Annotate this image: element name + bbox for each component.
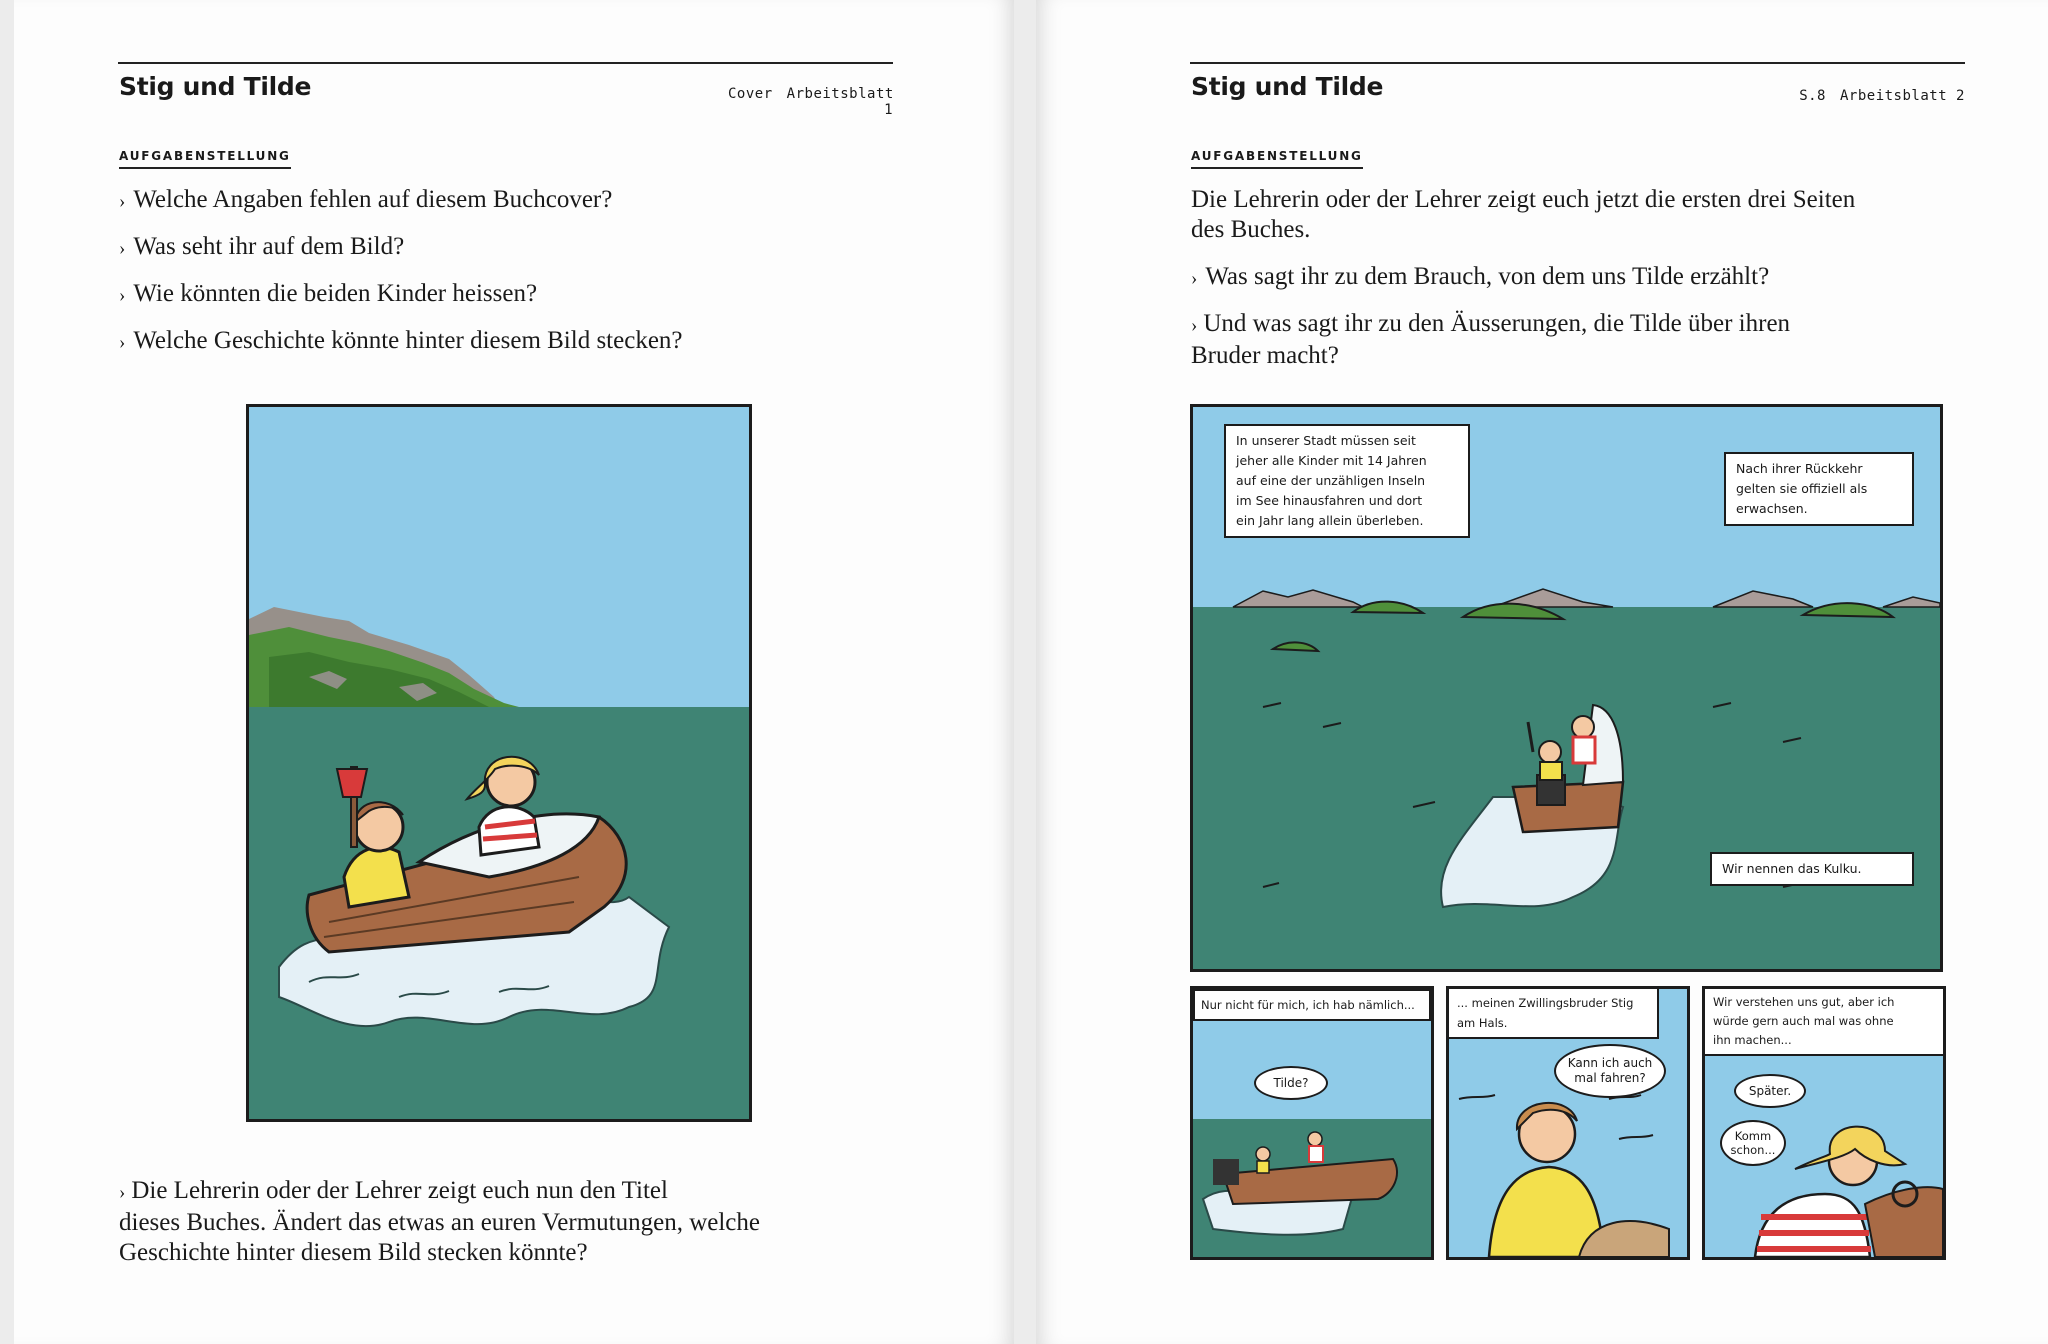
caption-kulku: Wir nennen das Kulku. xyxy=(1710,852,1914,886)
meta-page: S.8 xyxy=(1799,88,1826,104)
header-rule xyxy=(1190,62,1965,64)
panel3-bubble: Kann ich auch mal fahren? xyxy=(1554,1044,1666,1098)
book-cover-illustration xyxy=(246,404,752,1122)
right-page xyxy=(1036,0,2048,1344)
caption-tradition: In unserer Stadt müssen seit jeher alle Kinder mit 14 Jahren auf eine der unzähligen Inseln im See hinausfahren und dort ein Jahr lang allein überleben. xyxy=(1224,424,1470,538)
left-page xyxy=(14,0,1014,1344)
panel3-caption: ... meinen Zwillingsbruder Stig am Hals. xyxy=(1449,989,1659,1039)
panel4-bubble-later: Später. xyxy=(1734,1074,1806,1108)
page-title: Stig und Tilde xyxy=(1191,72,1384,101)
meta-sheet: Arbeitsblatt 1 xyxy=(786,86,894,118)
question-4: › Welche Geschichte könnte hinter diesem Bild stecken? xyxy=(119,327,683,354)
page-meta xyxy=(1776,88,1965,104)
section-label: AUFGABENSTELLUNG xyxy=(1191,149,1363,169)
intro-text: Die Lehrerin oder der Lehrer zeigt euch jetzt die ersten drei Seiten des Buches. xyxy=(1191,186,1856,243)
header-rule xyxy=(118,62,893,64)
question-3: › Wie könnten die beiden Kinder heissen? xyxy=(119,280,538,307)
caption-return: Nach ihrer Rückkehr gelten sie offiziell als erwachsen. xyxy=(1724,452,1914,526)
comic-panel-2 xyxy=(1190,986,1434,1260)
panel2-bubble: Tilde? xyxy=(1254,1066,1328,1100)
bottom-question: › Die Lehrerin oder der Lehrer zeigt euch nun den Titel dieses Buches. Ändert das etwas an euren Vermutungen, welche Geschichte hinter diesem Bild stecken könnte? xyxy=(119,1177,761,1266)
question-2: › Was seht ihr auf dem Bild? xyxy=(119,233,405,260)
question-1: › Was sagt ihr zu dem Brauch, von dem uns Tilde erzählt? xyxy=(1191,263,1770,290)
panel2-caption: Nur nicht für mich, ich hab nämlich... xyxy=(1193,989,1431,1021)
page-meta xyxy=(714,86,893,118)
panel4-caption: Wir verstehen uns gut, aber ich würde gern auch mal was ohne ihn machen... xyxy=(1705,989,1943,1056)
panel4-bubble-come-on: Komm schon... xyxy=(1720,1120,1786,1166)
meta-sheet: Arbeitsblatt 2 xyxy=(1839,88,1965,104)
page-title: Stig und Tilde xyxy=(119,72,312,101)
question-1: › Welche Angaben fehlen auf diesem Buchcover? xyxy=(119,186,613,213)
section-label: AUFGABENSTELLUNG xyxy=(119,149,291,169)
meta-cover: Cover xyxy=(728,86,773,102)
question-2: › Und was sagt ihr zu den Äusserungen, die Tilde über ihren Bruder macht? xyxy=(1191,310,1791,369)
